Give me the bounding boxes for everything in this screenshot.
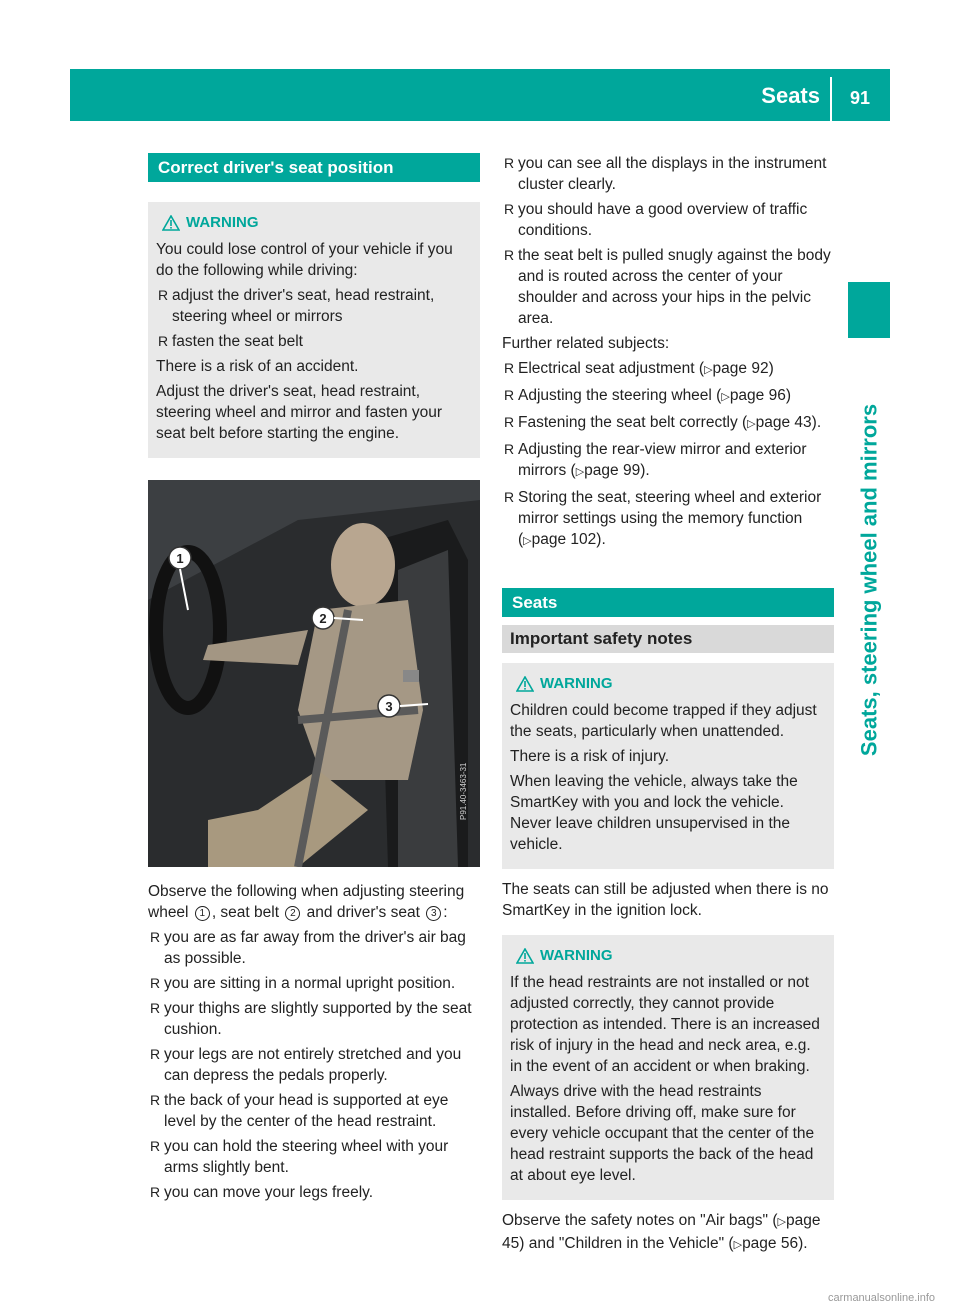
warning-text: When leaving the vehicle, always take the SmartKey with you and lock the vehicle. Never leave children unsupervised in the vehicle. bbox=[510, 773, 798, 853]
warning-intro: You could lose control of your vehicle if you do the following while driving: bbox=[156, 241, 453, 279]
final-note: Observe the safety notes on "Air bags" (▷page 45) and "Children in the Vehicle" (▷page 56). bbox=[502, 1212, 821, 1252]
header-divider bbox=[830, 77, 832, 121]
section-heading: Correct driver's seat position bbox=[148, 153, 480, 182]
chapter-tab bbox=[848, 282, 890, 338]
warning-box bbox=[148, 202, 480, 458]
callout-ref-3: 3 bbox=[426, 906, 441, 921]
list-item: R you are sitting in a normal upright position. bbox=[150, 975, 456, 992]
related-link[interactable]: R Fastening the seat belt correctly (▷page 43). bbox=[504, 414, 822, 431]
right-column bbox=[502, 153, 834, 1260]
list-item: R adjust the driver's seat, head restraint, steering wheel or mirrors bbox=[158, 287, 435, 325]
warning-label: WARNING bbox=[186, 214, 259, 231]
warning-triangle-icon bbox=[516, 948, 534, 964]
callout-1: 1 bbox=[176, 551, 184, 566]
list-item: R fasten the seat belt bbox=[158, 333, 303, 350]
warning-text: If the head restraints are not installed or not adjusted correctly, they cannot provide protection as intended. There is an increased risk of injury in the head and neck area, e.g. in the event of an accident or when braking. bbox=[510, 974, 820, 1075]
warning-risk: There is a risk of an accident. bbox=[156, 358, 359, 375]
callout-2: 2 bbox=[319, 611, 327, 626]
related-link[interactable]: R Electrical seat adjustment (▷page 92) bbox=[504, 360, 774, 377]
list-item: R your thighs are slightly supported by the seat cushion. bbox=[150, 1000, 472, 1038]
related-title: Further related subjects: bbox=[502, 335, 670, 352]
smartkey-note: The seats can still be adjusted when there is no SmartKey in the ignition lock. bbox=[502, 881, 829, 919]
warning-box-head-restraints bbox=[502, 935, 834, 1200]
observe-text: Observe the following when adjusting steering wheel 1 , seat belt 2 and driver's seat 3 : bbox=[148, 883, 465, 921]
related-list bbox=[502, 358, 834, 552]
seat-position-photo bbox=[148, 480, 480, 867]
warning-header bbox=[510, 945, 826, 966]
list-item: R you can hold the steering wheel with your arms slightly bent. bbox=[150, 1138, 449, 1176]
related-link[interactable]: R Adjusting the rear-view mirror and exterior mirrors (▷page 99). bbox=[504, 441, 807, 479]
chapter-label: Seats, steering wheel and mirrors bbox=[856, 403, 882, 757]
callout-ref-2: 2 bbox=[285, 906, 300, 921]
page-ref-link[interactable]: page 56 bbox=[742, 1235, 799, 1252]
warning-triangle-icon bbox=[516, 676, 534, 692]
page-ref-link[interactable]: page 45 bbox=[502, 1212, 821, 1252]
seats-heading: Seats bbox=[502, 588, 834, 617]
callout-ref-1: 1 bbox=[195, 906, 210, 921]
section-title: Seats bbox=[761, 83, 820, 108]
header-bar bbox=[70, 69, 890, 121]
warning-text: Always drive with the head restraints installed. Before driving off, make sure for every vehicle occupant that the center of the head restraint supports the back of the head at about eye level. bbox=[510, 1083, 815, 1184]
related-link[interactable]: R Adjusting the steering wheel (▷page 96) bbox=[504, 387, 792, 404]
warning-advice: Adjust the driver's seat, head restraint, steering wheel and mirror and fasten your seat belt before starting the engine. bbox=[156, 383, 443, 442]
warning-header bbox=[156, 212, 472, 233]
warning-label: WARNING bbox=[540, 675, 613, 692]
callout-3: 3 bbox=[385, 699, 393, 714]
page-number: 91 bbox=[849, 88, 870, 108]
warning-box-children bbox=[502, 663, 834, 869]
warning-label: WARNING bbox=[540, 947, 613, 964]
list-item: R you should have a good overview of traffic conditions. bbox=[504, 201, 808, 239]
image-code: P91.40-3463-31 bbox=[459, 762, 468, 820]
driver-illustration bbox=[148, 480, 480, 867]
watermark: carmanualsonline.info bbox=[828, 1292, 936, 1304]
list-item: R you can move your legs freely. bbox=[150, 1184, 374, 1201]
adjust-checklist bbox=[148, 927, 480, 1203]
warning-text: There is a risk of injury. bbox=[510, 748, 670, 765]
adjust-checklist-continued bbox=[502, 153, 834, 329]
warning-header bbox=[510, 673, 826, 694]
warning-triangle-icon bbox=[162, 215, 180, 231]
list-item: R the seat belt is pulled snugly against the body and is routed across the center of your shoulder and across your hips in the pelvic area. bbox=[504, 247, 831, 327]
related-link[interactable]: R Storing the seat, steering wheel and exterior mirror settings using the memory function (▷page 102). bbox=[504, 489, 822, 548]
list-item: R your legs are not entirely stretched and you can depress the pedals properly. bbox=[150, 1046, 462, 1084]
list-item: R you can see all the displays in the instrument cluster clearly. bbox=[504, 155, 827, 193]
left-column bbox=[148, 153, 480, 1207]
list-item: R the back of your head is supported at eye level by the center of the head restraint. bbox=[150, 1092, 449, 1130]
list-item: R you are as far away from the driver's air bag as possible. bbox=[150, 929, 466, 967]
safety-heading: Important safety notes bbox=[502, 625, 834, 653]
warning-text: Children could become trapped if they adjust the seats, particularly when unattended. bbox=[510, 702, 817, 740]
warning-list bbox=[156, 285, 472, 352]
